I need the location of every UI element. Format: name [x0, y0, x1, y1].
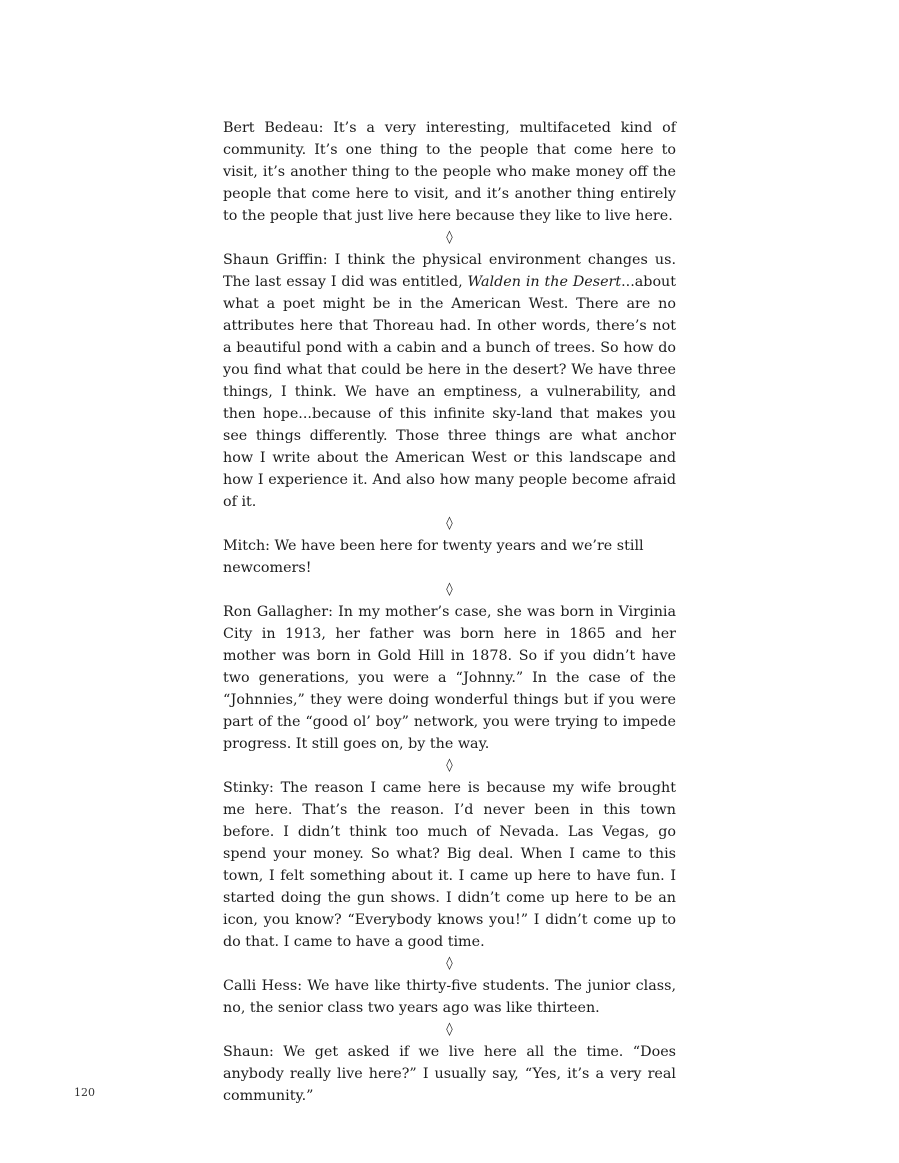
quote-mitch: Mitch: We have been here for twenty years and we’re still newcomers! [223, 538, 644, 576]
section-divider: ◊ [446, 516, 453, 531]
quote-shaun-griffin-intro: Shaun Griffin: I think the physical environment changes us. The last essay I did was entitled, [223, 252, 676, 290]
quote-shaun-griffin-body: ...about what a poet might be in the American West. There are no attributes here that Thoreau had. In other words, there’s not a beautiful pond with a cabin and a bunch of trees. So how do you find what that could be here in the desert? We have three things, I think. We have an emptiness, a vulnerability, and then hope...because of this infinite sky-land that makes you see things differently. Those three things are what anchor how I write about the American West or this landscape and how I experience it. And also how many people become afraid of it. [223, 274, 677, 510]
article-body [223, 117, 676, 1107]
quote-ron-gallagher: Ron Gallagher: In my mother’s case, she was born in Virginia City in 1913, her father was born here in 1865 and her mother was born in Gold Hill in 1878. So if you didn’t have two generations, you were a “Johnny.” In the case of the “Johnnies,” they were doing wonderful things but if you were part of the “good ol’ boy” network, you were trying to impede progress. It still goes on, by the way. [223, 604, 676, 752]
quote-shaun: Shaun: We get asked if we live here all the time. “Does anybody really live here?” I usually say, “Yes, it’s a very real community.” [223, 1044, 676, 1104]
quote-calli-hess: Calli Hess: We have like thirty-five students. The junior class, no, the senior class two years ago was like thirteen. [223, 978, 676, 1016]
page-number: 120 [74, 1086, 95, 1099]
quote-shaun-griffin [223, 249, 676, 513]
section-divider: ◊ [446, 230, 453, 245]
quote-stinky: Stinky: The reason I came here is because my wife brought me here. That’s the reason. I’d never been in this town before. I didn’t think too much of Nevada. Las Vegas, go spend your money. So what? Big deal. When I came to this town, I felt something about it. I came up here to have fun. I started doing the gun shows. I didn’t come up here to be an icon, you know? “Everybody knows you!” I didn’t come up to do that. I came to have a good time. [223, 780, 676, 950]
section-divider: ◊ [446, 1022, 453, 1037]
section-divider: ◊ [446, 758, 453, 773]
essay-title: Walden in the Desert [467, 274, 622, 290]
section-divider: ◊ [446, 582, 453, 597]
section-divider: ◊ [446, 956, 453, 971]
quote-bert-bedeau: Bert Bedeau: It’s a very interesting, multifaceted kind of community. It’s one thing to the people that come here to visit, it’s another thing to the people who make money off the people that come here to visit, and it’s another thing entirely to the people that just live here because they like to live here. [223, 120, 676, 224]
